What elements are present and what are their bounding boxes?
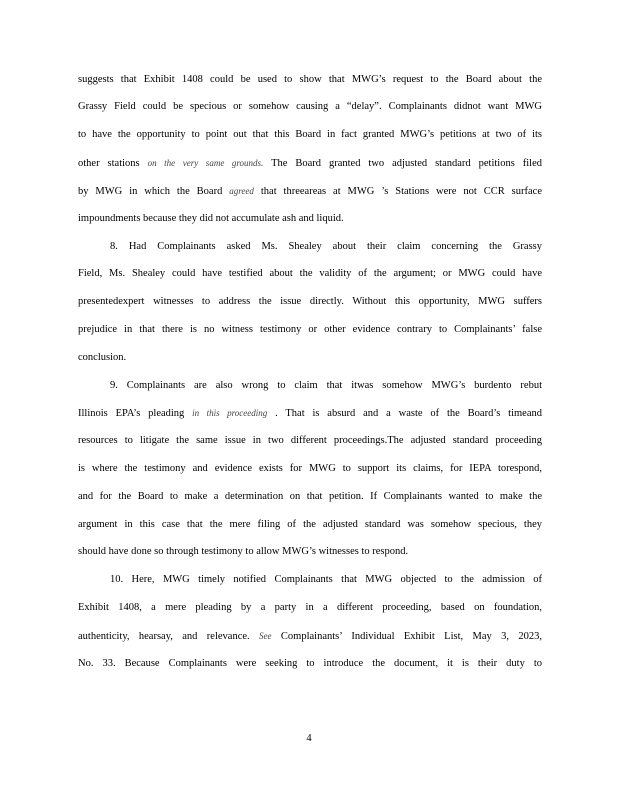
italic-emphasis: agreed — [229, 186, 254, 196]
italic-emphasis: in this proceeding — [192, 408, 268, 418]
text-line: is where the testimony and evidence exists for MWG to support its claims, for IEPA torespond, — [78, 463, 542, 474]
text-line: to have the opportunity to point out that this Board in fact granted MWG’s petitions at two of its — [78, 129, 542, 140]
text-line: resources to litigate the same issue in two different proceedings.The adjusted standard proceeding — [78, 435, 542, 446]
paragraph-8-start: 8. Had Complainants asked Ms. Shealey about their claim concerning the Grassy — [110, 241, 542, 252]
text-line: Grassy Field could be specious or somehow causing a “delay”. Complainants didnot want MWG — [78, 101, 542, 112]
italic-emphasis: on the very same grounds. — [147, 158, 264, 168]
text-line: Field, Ms. Shealey could have testified about the validity of the argument; or MWG could have — [78, 268, 542, 279]
text-line: presentedexpert witnesses to address the issue directly. Without this opportunity, MWG suffers — [78, 296, 542, 307]
text-line: by MWG in which the Board agreed that threeareas at MWG ’s Stations were not CCR surface — [78, 186, 542, 197]
text-line: other stations on the very same grounds. The Board granted two adjusted standard petitions filed — [78, 158, 542, 169]
page-number: 4 — [306, 733, 312, 744]
text-line: conclusion. — [78, 352, 127, 363]
text-line: impoundments because they did not accumulate ash and liquid. — [78, 213, 344, 224]
text-line: and for the Board to make a determination on that petition. If Complainants wanted to make the — [78, 491, 542, 502]
text-line: suggests that Exhibit 1408 could be used to show that MWG’s request to the Board about the — [78, 74, 542, 85]
text-line: should have done so through testimony to allow MWG’s witnesses to respond. — [78, 546, 409, 557]
text-line: No. 33. Because Complainants were seeking to introduce the document, it is their duty to — [78, 658, 542, 669]
text-line: argument in this case that the mere filing of the adjusted standard was somehow specious, they — [78, 519, 542, 530]
text-line: prejudice in that there is no witness testimony or other evidence contrary to Complainants’ false — [78, 324, 542, 335]
text-line: Exhibit 1408, a mere pleading by a party in a different proceeding, based on foundation, — [78, 602, 542, 613]
paragraph-10-start: 10. Here, MWG timely notified Complainants that MWG objected to the admission of — [110, 574, 542, 585]
italic-emphasis: See — [259, 631, 272, 641]
text-line: Illinois EPA’s pleading in this proceeding . That is absurd and a waste of the Board’s timeand — [78, 408, 542, 419]
text-line: authenticity, hearsay, and relevance. See Complainants’ Individual Exhibit List, May 3, 2023, — [78, 631, 542, 642]
paragraph-9-start: 9. Complainants are also wrong to claim that itwas somehow MWG’s burdento rebut — [110, 380, 542, 391]
